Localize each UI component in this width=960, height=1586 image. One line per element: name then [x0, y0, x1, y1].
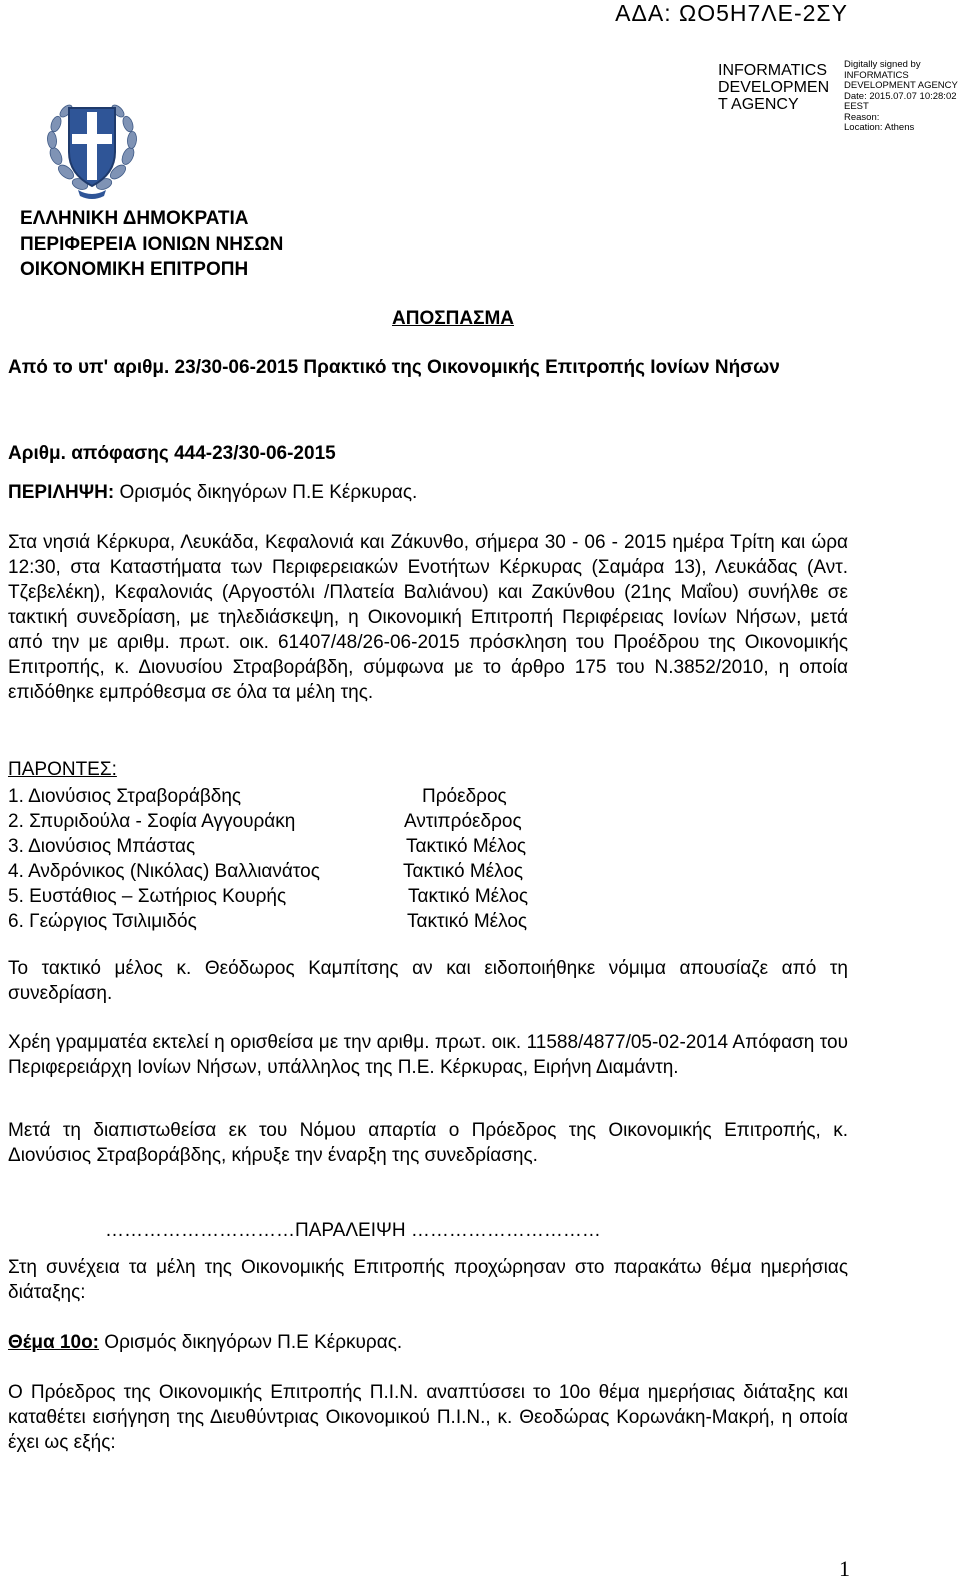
greek-coat-of-arms-icon	[42, 94, 142, 202]
member-row	[8, 809, 522, 834]
summary	[8, 480, 848, 505]
member-row	[8, 909, 528, 934]
signature-org-line: T AGENCY	[718, 96, 799, 113]
absent-paragraph: Το τακτικό μέλος κ. Θεόδωρος Καμπίτσης αν και ειδοποιήθηκε νόμιμα απουσίαζε από τη συνεδρίαση.	[8, 958, 848, 1004]
member-role: Τακτικό Μέλος	[403, 861, 524, 882]
header-line: ΕΛΛΗΝΙΚΗ ΔΗΜΟΚΡΑΤΙΑ	[20, 208, 249, 229]
quorum-paragraph: Μετά τη διαπιστωθείσα εκ του Νόμου απαρτία ο Πρόεδρος της Οικονομικής Επιτροπής, κ. Διονύσιος Στραβοράβδης, κήρυξε την έναρξη της συνεδρίασης.	[8, 1120, 848, 1166]
signature-detail-line: DEVELOPMENT AGENCY	[844, 80, 958, 91]
summary-label: ΠΕΡΙΛΗΨΗ:	[8, 482, 115, 503]
signature-detail-line: EEST	[844, 101, 869, 112]
signature-details	[844, 60, 960, 134]
member-row	[8, 884, 529, 909]
agenda-intro: Στη συνέχεια τα μέλη της Οικονομικής Επιτροπής προχώρησαν στο παρακάτω θέμα ημερήσιας διάταξης:	[8, 1257, 848, 1303]
summary-text: Ορισμός δικηγόρων Π.Ε Κέρκυρας.	[114, 482, 418, 503]
signature-detail-line: Reason:	[844, 111, 880, 123]
signature-org	[718, 62, 838, 113]
signature-detail-line: Location: Athens	[844, 122, 915, 133]
omission-marker: …………………………ΠΑΡΑΛΕΙΨΗ …………………………	[105, 1220, 601, 1241]
ada-code: ΑΔΑ: ΩΟ5Η7ΛΕ-2ΣΥ	[615, 0, 848, 26]
document-title: ΑΠΟΣΠΑΣΜΑ	[392, 308, 515, 329]
topic	[8, 1330, 848, 1355]
header-line: ΟΙΚΟΝΟΜΙΚΗ ΕΠΙΤΡΟΠΗ	[20, 259, 249, 280]
member-row	[8, 859, 524, 884]
minutes-reference: Από το υπ' αριθμ. 23/30-06-2015 Πρακτικό της Οικονομικής Επιτροπής Ιονίων Νήσων	[8, 357, 780, 378]
member-name: 2. Σπυριδούλα - Σοφία Αγγουράκη	[8, 811, 296, 832]
member-role: Τακτικό Μέλος	[407, 911, 528, 932]
member-role: Τακτικό Μέλος	[406, 836, 527, 857]
member-role: Πρόεδρος	[422, 786, 507, 807]
member-row	[8, 784, 507, 809]
members-list	[8, 784, 529, 934]
member-role: Τακτικό Μέλος	[408, 886, 529, 907]
member-name: 5. Ευστάθιος – Σωτήριος Κουρής	[8, 886, 287, 907]
page-number: 1	[839, 1556, 850, 1581]
member-name: 6. Γεώργιος Τσιλιμιδός	[8, 911, 197, 932]
member-role: Αντιπρόεδρος	[404, 811, 522, 832]
intro-paragraph: Στα νησιά Κέρκυρα, Λευκάδα, Κεφαλονιά και Ζάκυνθο, σήμερα 30 - 06 - 2015 ημέρα Τρίτη και ώρα 12:30, στα Καταστήματα των Περιφερειακών Ενοτήτων Κέρκυρας (Σαμάρα 13), Λευκάδας (Αντ. Τζεβελέκη), Κεφαλονιάς (Αργοστόλι /Πλατεία Βαλιάνου) και Ζακύνθου (21ης Μαΐου) συνήλθε σε τακτική συνεδρίαση, με τηλεδιάσκεψη, η Οικονομική Επιτροπή Περιφέρειας Ιονίων Νήσων, μετά από την με αριθμ. πρωτ. οικ. 61407/48/26-06-2015 πρόσκληση του Προέδρου της Οικονομικής Επιτροπής, κ. Διονυσίου Στραβοράβδη, σύμφωνα με το άρθρο 175 του Ν.3852/2010, η οποία επιδόθηκε εμπρόθεσμα σε όλα τα μέλη της.	[8, 532, 848, 703]
present-label: ΠΑΡΟΝΤΕΣ:	[8, 759, 117, 780]
signature-org-line: INFORMATICS	[718, 62, 828, 79]
presentation-paragraph: Ο Πρόεδρος της Οικονομικής Επιτροπής Π.Ι.Ν. αναπτύσσει το 10ο θέμα ημερήσιας διάταξης και καταθέτει εισήγηση της Διευθύντριας Οικονομικού Π.Ι.Ν., κ. Θεοδώρας Κορωνάκη-Μακρή, η οποία έχει ως εξής:	[8, 1382, 848, 1453]
member-row	[8, 834, 527, 859]
signature-detail-line: INFORMATICS	[844, 69, 909, 81]
member-name: 4. Ανδρόνικος (Νικόλας) Βαλλιανάτος	[8, 861, 320, 882]
signature-detail-line: Date: 2015.07.07 10:28:02	[844, 90, 957, 102]
decision-number: Αριθμ. απόφασης 444-23/30-06-2015	[8, 443, 336, 464]
topic-label: Θέμα 10ο:	[8, 1332, 100, 1353]
signature-org-line: DEVELOPMEN	[718, 79, 830, 96]
topic-text: Ορισμός δικηγόρων Π.Ε Κέρκυρας.	[99, 1332, 403, 1353]
signature-detail-line: Digitally signed by	[844, 59, 921, 70]
document-header	[20, 206, 283, 283]
member-name: 1. Διονύσιος Στραβοράβδης	[8, 786, 242, 807]
header-line: ΠΕΡΙΦΕΡΕΙΑ ΙΟΝΙΩΝ ΝΗΣΩΝ	[20, 233, 284, 255]
member-name: 3. Διονύσιος Μπάστας	[8, 836, 196, 857]
secretary-paragraph: Χρέη γραμματέα εκτελεί η ορισθείσα με την αριθμ. πρωτ. οικ. 11588/4877/05-02-2014 Απόφαση του Περιφερειάρχη Ιονίων Νήσων, υπάλληλος της Π.Ε. Κέρκυρας, Ειρήνη Διαμάντη.	[8, 1032, 848, 1078]
